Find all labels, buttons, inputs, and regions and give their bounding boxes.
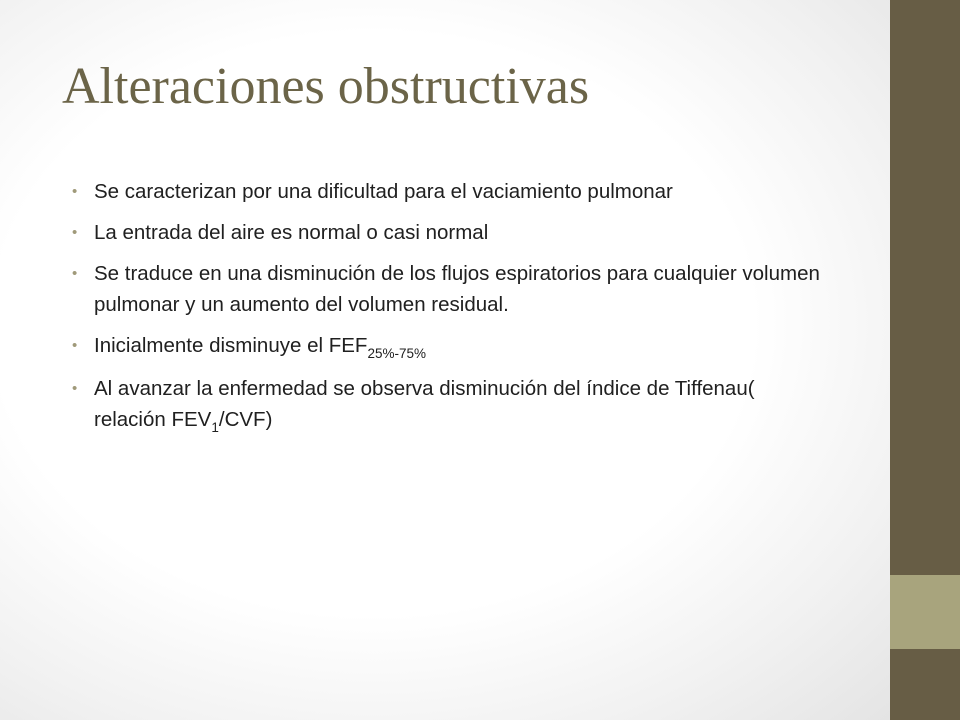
bullet-icon: • — [72, 224, 78, 241]
bullet-item — [72, 217, 822, 248]
bullet-item — [72, 258, 822, 320]
sidebar-decoration-middle — [890, 575, 960, 649]
bullet-item — [72, 176, 822, 207]
sidebar-decoration-bottom — [890, 649, 960, 720]
bullet-icon: • — [72, 380, 78, 397]
bullet-item — [72, 330, 822, 363]
bullet-icon: • — [72, 265, 78, 282]
bullet-text: Se traduce en una disminución de los flujos espiratorios para cualquier volumen pulmonar y un aumento del volumen residual. — [94, 262, 820, 316]
sidebar-decoration-top — [890, 0, 960, 575]
bullet-item — [72, 373, 822, 437]
bullet-text: La entrada del aire es normal o casi normal — [94, 221, 489, 244]
bullet-icon: • — [72, 183, 78, 200]
bullet-text: Se caracterizan por una dificultad para el vaciamiento pulmonar — [94, 180, 673, 203]
bullet-subscript: 1 — [211, 420, 219, 435]
bullet-subscript: 25%-75% — [367, 346, 426, 361]
bullet-text: Inicialmente disminuye el FEF — [94, 334, 368, 357]
bullet-list — [72, 176, 822, 447]
slide-title: Alteraciones obstructivas — [62, 58, 590, 115]
bullet-text-after: /CVF) — [218, 408, 273, 431]
bullet-text: Al avanzar la enfermedad se observa disminución del índice de Tiffenau( relación FEV — [94, 377, 755, 431]
bullet-icon: • — [72, 337, 78, 354]
